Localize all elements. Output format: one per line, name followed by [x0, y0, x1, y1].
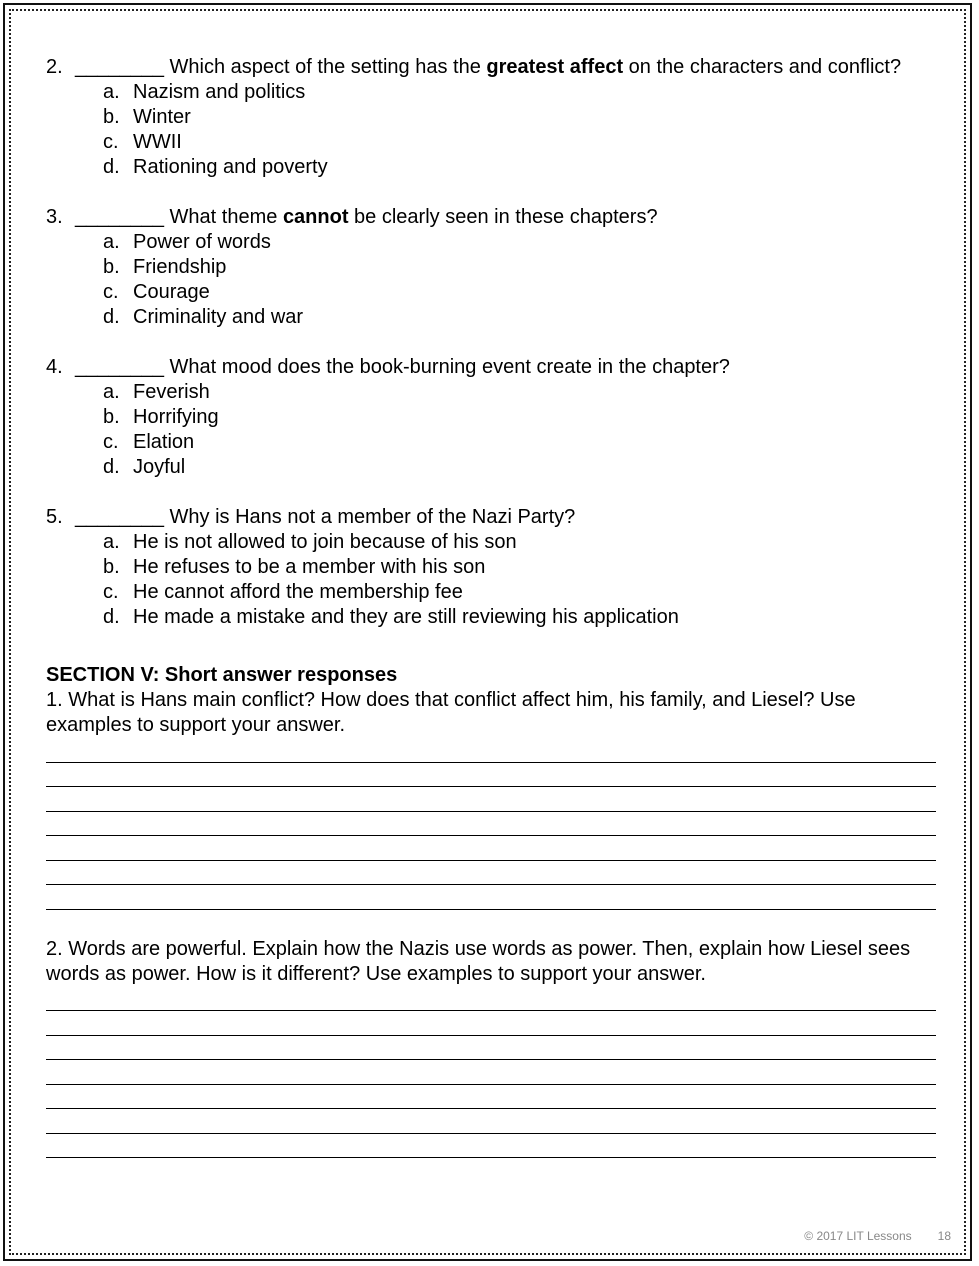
section-title: SECTION V: Short answer responses [46, 664, 398, 686]
answer-blank[interactable]: ________ [75, 506, 164, 528]
question-2 [46, 55, 936, 180]
answer-option [46, 530, 936, 555]
answer-option [46, 405, 936, 430]
stem-emphasis: greatest affect [486, 56, 624, 78]
option-text: Power of words [133, 231, 271, 253]
answer-option [46, 605, 936, 630]
option-text: Criminality and war [133, 306, 304, 328]
worksheet-content [46, 55, 936, 1158]
question-stem [75, 355, 936, 380]
answer-option [46, 280, 936, 305]
option-text: He is not allowed to join because of his son [133, 531, 517, 553]
short-answer-prompt: 1. What is Hans main conflict? How does that conflict affect him, his family, and Liesel? Use examples to support your answer. [46, 689, 856, 736]
answer-option [46, 380, 936, 405]
option-letter: d. [103, 306, 120, 328]
option-text: Elation [133, 431, 195, 453]
stem-text: Which aspect of the setting has the [169, 56, 487, 78]
answer-blank[interactable]: ________ [75, 206, 164, 228]
answer-option [46, 305, 936, 330]
option-letter: d. [103, 456, 120, 478]
option-text: He refuses to be a member with his son [133, 556, 486, 578]
option-text: Winter [133, 106, 191, 128]
option-text: Horrifying [133, 406, 219, 428]
short-answer-2 [46, 937, 936, 1159]
option-text: Nazism and politics [133, 81, 306, 103]
question-4 [46, 355, 936, 480]
option-letter: a. [103, 531, 120, 553]
question-stem [75, 205, 936, 230]
option-letter: c. [103, 131, 119, 153]
stem-text: Why is Hans not a member of the Nazi Party? [169, 506, 576, 528]
stem-text: What theme [169, 206, 283, 228]
question-5 [46, 505, 936, 630]
option-letter: d. [103, 606, 120, 628]
question-number: 2. [46, 56, 63, 78]
option-letter: b. [103, 106, 120, 128]
option-letter: a. [103, 231, 120, 253]
option-text: Rationing and poverty [133, 156, 328, 178]
page-number: 18 [937, 1229, 951, 1243]
question-stem [75, 55, 936, 80]
copyright: © 2017 LIT Lessons [804, 1229, 912, 1243]
option-text: Feverish [133, 381, 210, 403]
option-letter: c. [103, 581, 119, 603]
answer-option [46, 255, 936, 280]
short-answer-prompt: 2. Words are powerful. Explain how the Nazis use words as power. Then, explain how Liesel sees words as power. How is it different? Use examples to support your answer. [46, 937, 911, 985]
question-list [46, 55, 936, 630]
option-text: He cannot afford the membership fee [133, 581, 463, 603]
stem-text: be clearly seen in these chapters? [348, 206, 658, 228]
option-letter: a. [103, 81, 120, 103]
answer-option [46, 80, 936, 105]
answer-option [46, 455, 936, 480]
option-letter: b. [103, 406, 120, 428]
answer-option [46, 430, 936, 455]
short-answer-1 [46, 688, 936, 910]
option-letter: b. [103, 556, 120, 578]
question-number: 5. [46, 506, 63, 528]
answer-blank[interactable]: ________ [75, 356, 164, 378]
option-letter: a. [103, 381, 120, 403]
answer-option [46, 105, 936, 130]
option-letter: d. [103, 156, 120, 178]
answer-option [46, 155, 936, 180]
option-text: Courage [133, 281, 210, 303]
option-text: WWII [133, 131, 182, 153]
option-letter: b. [103, 256, 120, 278]
question-3 [46, 205, 936, 330]
question-number: 3. [46, 206, 63, 228]
option-letter: c. [103, 281, 119, 303]
option-text: Friendship [133, 256, 227, 278]
answer-lines[interactable] [46, 738, 936, 910]
footer [778, 1229, 951, 1243]
answer-option [46, 230, 936, 255]
option-letter: c. [103, 431, 119, 453]
stem-text: What mood does the book-burning event create in the chapter? [169, 356, 730, 378]
stem-text: on the characters and conflict? [623, 56, 902, 78]
answer-option [46, 555, 936, 580]
stem-emphasis: cannot [282, 206, 349, 228]
option-text: He made a mistake and they are still reviewing his application [133, 606, 679, 628]
question-stem [75, 505, 936, 530]
answer-option [46, 580, 936, 605]
answer-lines[interactable] [46, 987, 936, 1159]
answer-blank[interactable]: ________ [75, 56, 164, 78]
question-number: 4. [46, 356, 63, 378]
option-text: Joyful [133, 456, 186, 478]
answer-option [46, 130, 936, 155]
